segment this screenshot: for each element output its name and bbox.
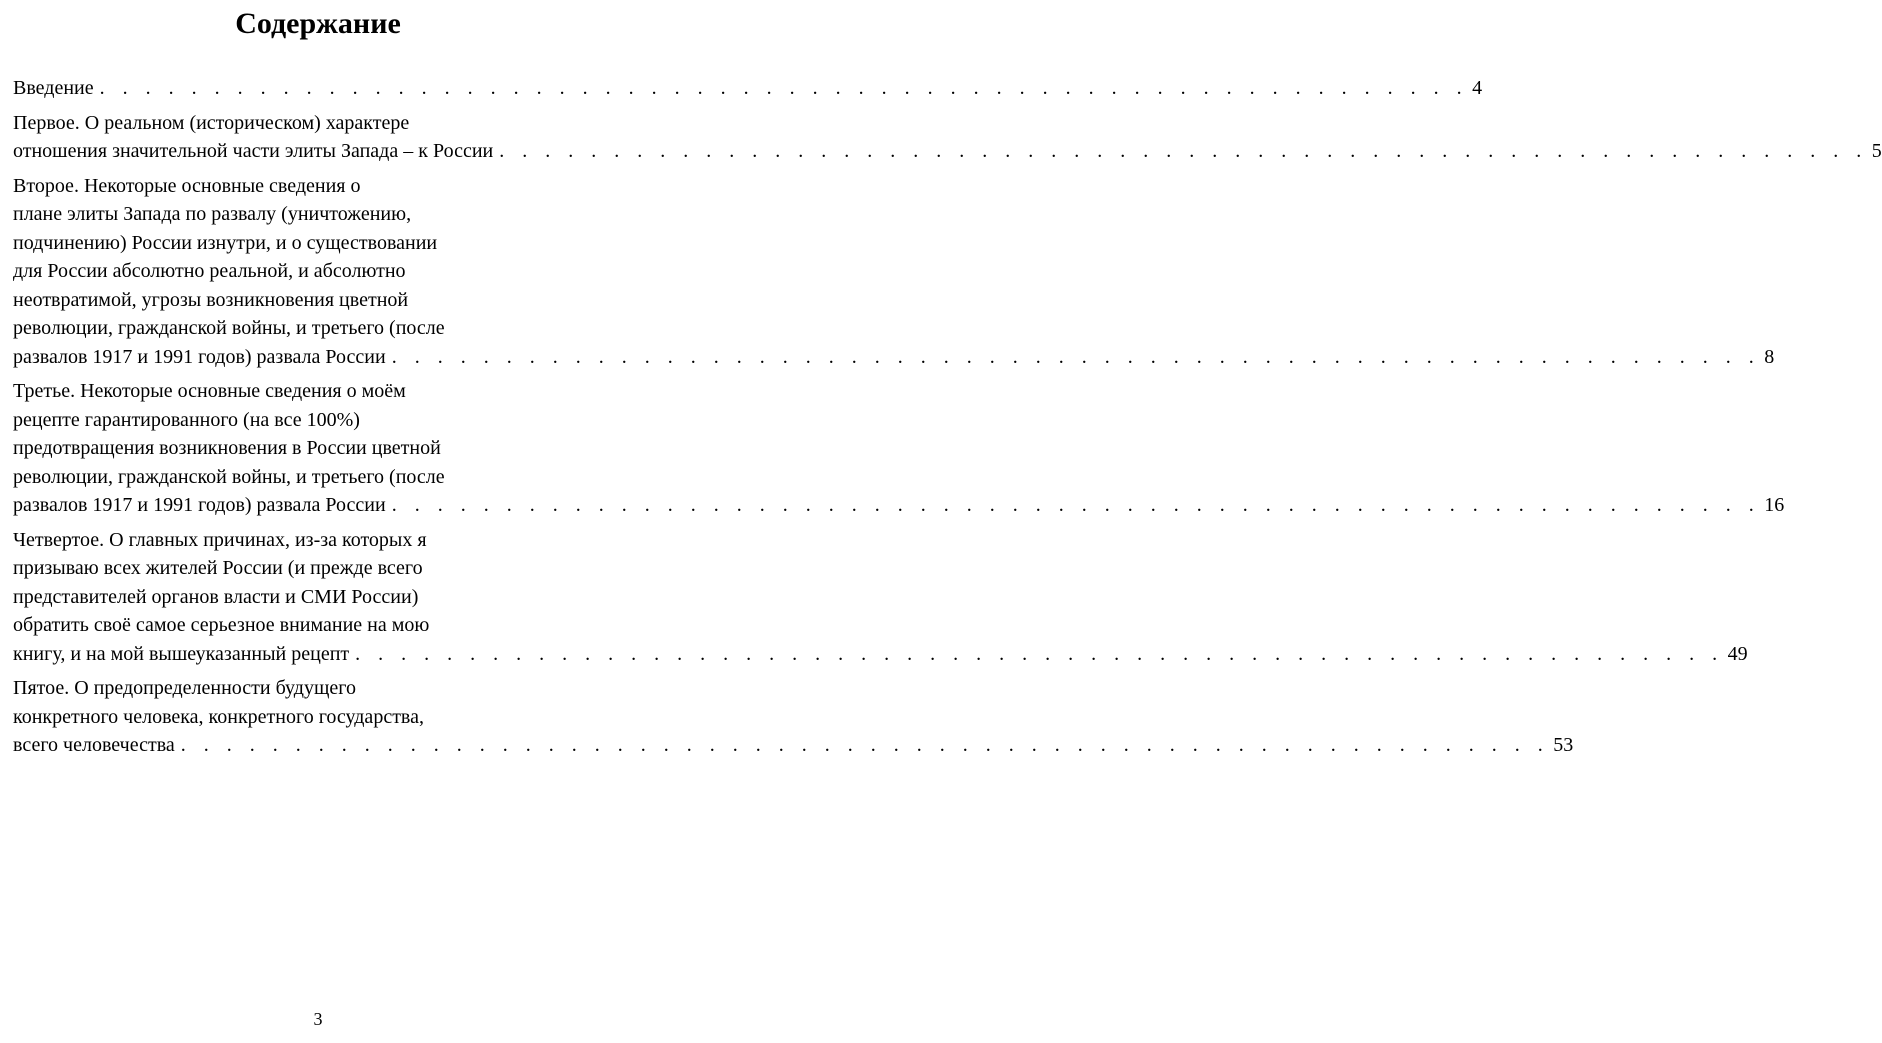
toc-page-number: 16 xyxy=(1764,494,1785,516)
page-number: 3 xyxy=(313,1009,323,1029)
toc-entry-text: рецепте гарантированного (на все 100%) xyxy=(13,408,360,431)
toc-entry-second xyxy=(13,172,1775,372)
toc-entry-text: плане элиты Запада по развалу (уничтожению, xyxy=(13,203,412,225)
toc-page-number: 49 xyxy=(1727,642,1748,665)
toc-line xyxy=(13,491,1785,520)
toc-page-number: 5 xyxy=(1871,140,1882,162)
dot-leader: . . . . . . . . . . . . . . . . . . . . . . . . . . . . . . . . . . . . . . . . . . . . . . . . . . . . . . . . . . . . xyxy=(180,734,1550,756)
toc-entry-text: предотвращения возникновения в России цветной xyxy=(13,437,441,459)
toc-entry-text: призываю всех жителей России (и прежде всего xyxy=(13,557,423,579)
toc-entry-text: подчинению) России изнутри, и о существовании xyxy=(13,231,438,254)
toc-entry-text: всего человечества xyxy=(13,734,175,756)
dot-leader: . . . . . . . . . . . . . . . . . . . . . . . . . . . . . . . . . . . . . . . . . . . . . . . . . . . . . . . . . . . . xyxy=(391,494,1761,516)
toc-line xyxy=(13,74,1483,103)
toc-entry-text: Третье. Некоторые основные сведения о моём xyxy=(13,380,406,402)
toc-entry-text: отношения значительной части элиты Запада – к России xyxy=(13,140,494,162)
toc-line xyxy=(13,640,1748,669)
dot-leader: . . . . . . . . . . . . . . . . . . . . . . . . . . . . . . . . . . . . . . . . . . . . . . . . . . . . . . . . . . . . xyxy=(499,140,1868,162)
toc-page-number: 53 xyxy=(1553,734,1574,756)
toc-line xyxy=(13,731,1574,760)
toc-entry-text: представителей органов власти и СМИ России) xyxy=(13,585,419,608)
toc-entry-text: Четвертое. О главных причинах, из-за которых я xyxy=(13,528,427,551)
toc-line xyxy=(13,343,1775,372)
toc-entry-text: Введение xyxy=(13,77,94,99)
toc-entry-first xyxy=(13,109,1882,166)
toc-entry-text: Первое. О реальном (историческом) характере xyxy=(13,111,410,134)
toc-entry-text: Пятое. О предопределенности будущего xyxy=(13,677,356,699)
toc-entry-fifth xyxy=(13,674,1574,760)
toc-entry-text: Второе. Некоторые основные сведения о xyxy=(13,174,361,197)
toc-entry-text: конкретного человека, конкретного государства, xyxy=(13,705,424,728)
toc-entry-text: развалов 1917 и 1991 годов) развала России xyxy=(13,345,386,368)
toc-entry-introduction xyxy=(13,74,1483,103)
toc-entry-text: обратить своё самое серьезное внимание на мою xyxy=(13,614,430,636)
toc-entry-text: революции, гражданской войны, и третьего (после xyxy=(13,317,445,339)
toc-line xyxy=(13,137,1882,166)
toc-entry-third xyxy=(13,377,1785,520)
page-title: Содержание xyxy=(235,7,401,40)
toc-page-number: 8 xyxy=(1764,345,1775,368)
toc-entry-fourth xyxy=(13,526,1748,669)
dot-leader: . . . . . . . . . . . . . . . . . . . . . . . . . . . . . . . . . . . . . . . . . . . . . . . . . . . . . . . . . . . . xyxy=(355,642,1724,665)
table-of-contents xyxy=(13,74,1882,766)
toc-page-number: 4 xyxy=(1472,77,1483,99)
dot-leader: . . . . . . . . . . . . . . . . . . . . . . . . . . . . . . . . . . . . . . . . . . . . . . . . . . . . . . . . . . . . xyxy=(391,345,1761,368)
toc-entry-text: для России абсолютно реальной, и абсолютно xyxy=(13,260,406,282)
toc-entry-text: книгу, и на мой вышеуказанный рецепт xyxy=(13,642,350,665)
dot-leader: . . . . . . . . . . . . . . . . . . . . . . . . . . . . . . . . . . . . . . . . . . . . . . . . . . . . . . . . . . . . xyxy=(99,77,1469,99)
toc-entry-text: развалов 1917 и 1991 годов) развала России xyxy=(13,494,386,516)
toc-entry-text: неотвратимой, угрозы возникновения цветной xyxy=(13,288,409,311)
toc-entry-text: революции, гражданской войны, и третьего (после xyxy=(13,465,445,488)
